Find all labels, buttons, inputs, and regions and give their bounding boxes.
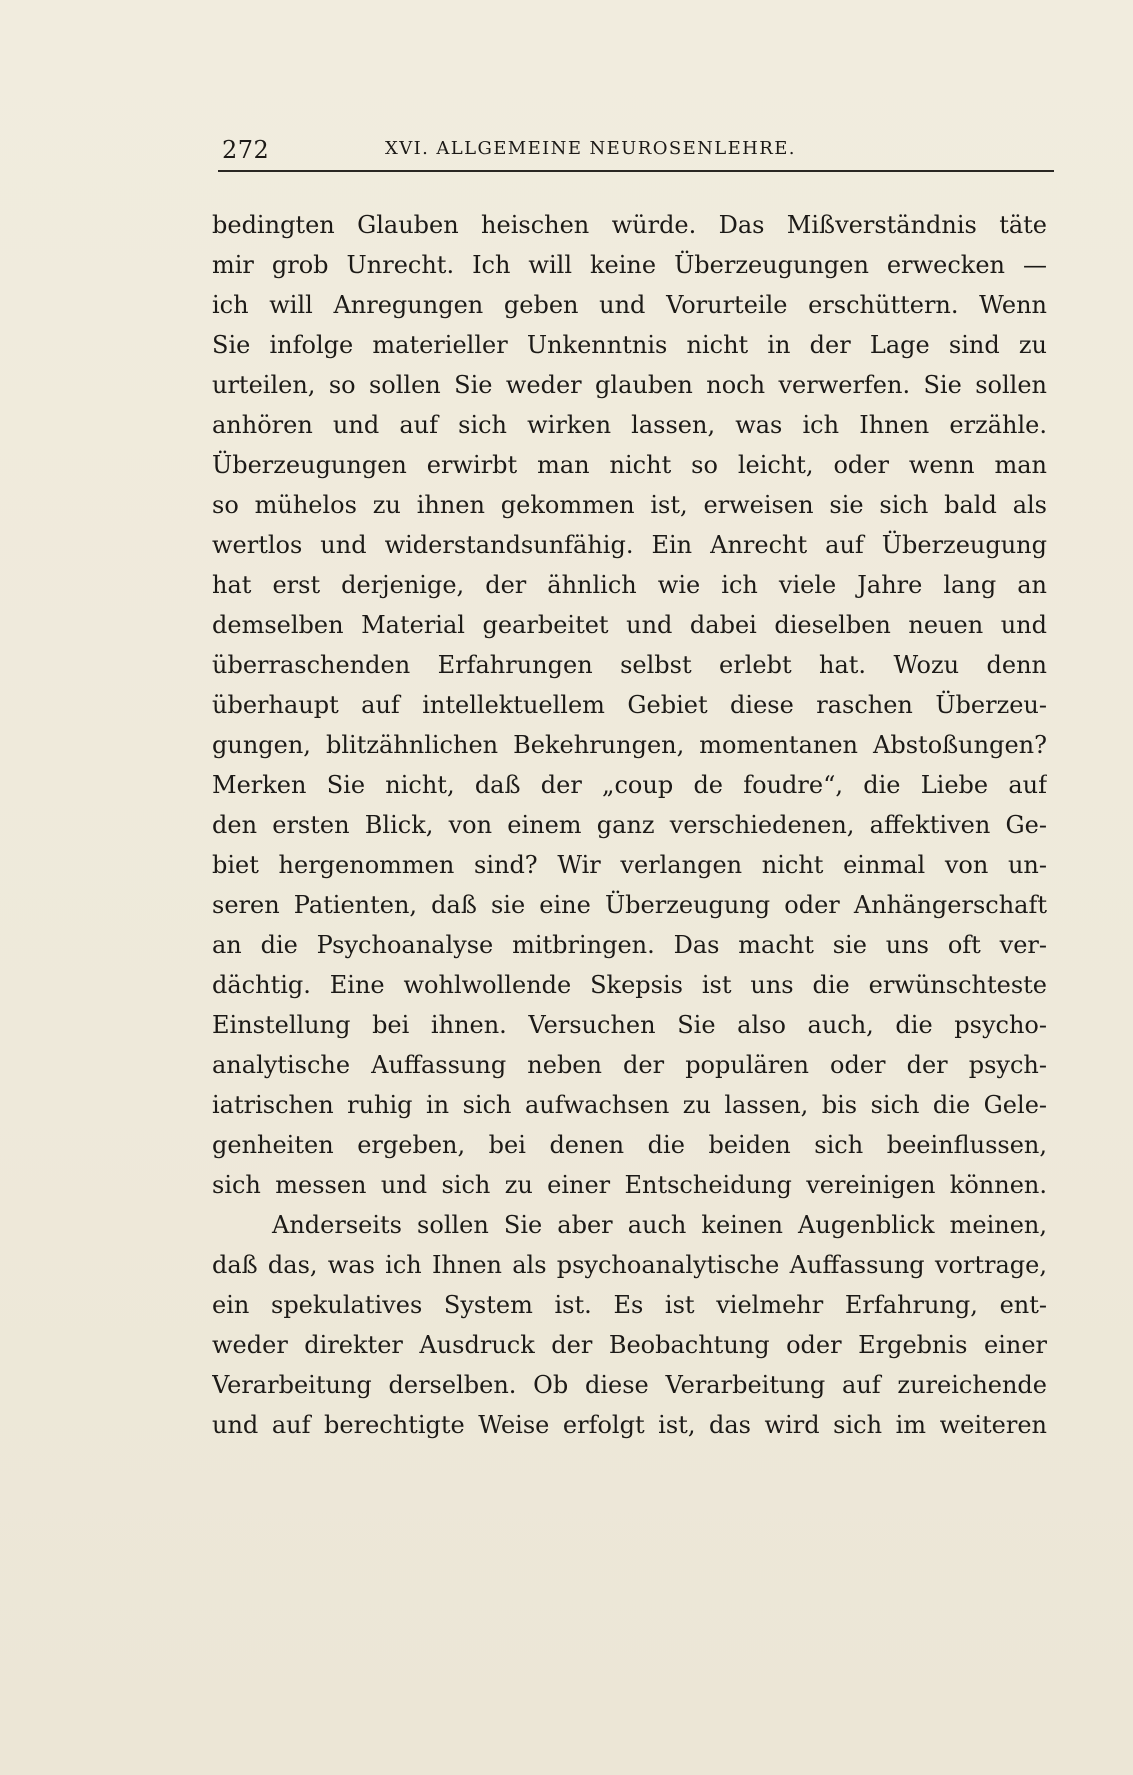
text-line: anhören und auf sich wirken lassen, was ich Ihnen erzähle. [212, 411, 1047, 439]
text-line: genheiten ergeben, bei denen die beiden sich beeinflussen, [212, 1131, 1047, 1159]
text-line: wertlos und widerstandsunfähig. Ein Anrecht auf Überzeugung [212, 531, 1047, 559]
text-line: Merken Sie nicht, daß der „coup de foudre“, die Liebe auf [212, 771, 1047, 799]
text-line: sich messen und sich zu einer Entscheidung vereinigen können. [212, 1171, 1047, 1199]
body-text [212, 205, 1047, 1445]
text-line: biet hergenommen sind? Wir verlangen nicht einmal von un- [212, 851, 1047, 879]
text-line: seren Patienten, daß sie eine Überzeugung oder Anhängerschaft [212, 891, 1047, 919]
text-line: Sie infolge materieller Unkenntnis nicht in der Lage sind zu [212, 331, 1047, 359]
text-line: iatrischen ruhig in sich aufwachsen zu lassen, bis sich die Gele- [212, 1091, 1047, 1119]
text-line: ein spekulatives System ist. Es ist vielmehr Erfahrung, ent- [212, 1291, 1047, 1319]
text-line: den ersten Blick, von einem ganz verschiedenen, affektiven Ge- [212, 811, 1047, 839]
text-line: demselben Material gearbeitet und dabei dieselben neuen und [212, 611, 1047, 639]
page-header [222, 132, 1052, 172]
text-line: und auf berechtigte Weise erfolgt ist, das wird sich im weiteren [212, 1411, 1047, 1439]
text-line: Einstellung bei ihnen. Versuchen Sie also auch, die psycho- [212, 1011, 1047, 1039]
text-line: überhaupt auf intellektuellem Gebiet diese raschen Überzeu- [212, 691, 1047, 719]
text-line: so mühelos zu ihnen gekommen ist, erweisen sie sich bald als [212, 491, 1047, 519]
text-line: Verarbeitung derselben. Ob diese Verarbeitung auf zureichende [212, 1371, 1047, 1399]
header-rule [218, 170, 1054, 172]
text-line: hat erst derjenige, der ähnlich wie ich viele Jahre lang an [212, 571, 1047, 599]
running-head: XVI. ALLGEMEINE NEUROSENLEHRE. [385, 138, 796, 159]
text-line: dächtig. Eine wohlwollende Skepsis ist uns die erwünschteste [212, 971, 1047, 999]
text-line: gungen, blitzähnlichen Bekehrungen, momentanen Abstoßungen? [212, 731, 1047, 759]
text-line: an die Psychoanalyse mitbringen. Das macht sie uns oft ver- [212, 931, 1047, 959]
text-line: Überzeugungen erwirbt man nicht so leicht, oder wenn man [212, 451, 1047, 479]
text-line: ich will Anregungen geben und Vorurteile erschüttern. Wenn [212, 291, 1047, 319]
text-line: überraschenden Erfahrungen selbst erlebt hat. Wozu denn [212, 651, 1047, 679]
text-line: bedingten Glauben heischen würde. Das Mißverständnis täte [212, 211, 1047, 239]
text-line: urteilen, so sollen Sie weder glauben noch verwerfen. Sie sollen [212, 371, 1047, 399]
text-line: weder direkter Ausdruck der Beobachtung oder Ergebnis einer [212, 1331, 1047, 1359]
page-number: 272 [222, 136, 270, 164]
text-line: mir grob Unrecht. Ich will keine Überzeugungen erwecken — [212, 251, 1047, 279]
text-line: daß das, was ich Ihnen als psychoanalytische Auffassung vortrage, [212, 1251, 1047, 1279]
paragraph-start-line: Anderseits sollen Sie aber auch keinen Augenblick meinen, [272, 1211, 1047, 1239]
text-line: analytische Auffassung neben der populären oder der psych- [212, 1051, 1047, 1079]
